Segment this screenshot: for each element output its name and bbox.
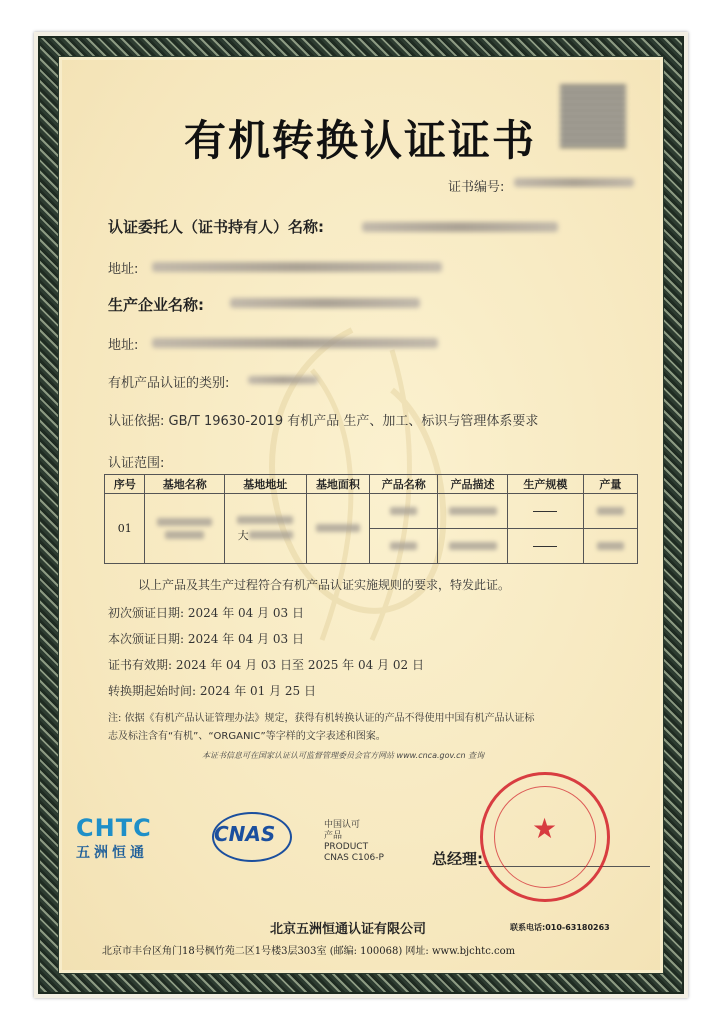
product-desc-cell bbox=[438, 494, 508, 529]
redacted-text bbox=[237, 516, 293, 524]
validity-period: 证书有效期: 2024 年 04 月 03 日至 2025 年 04 月 02 日 bbox=[108, 658, 424, 672]
scope-table bbox=[104, 474, 638, 564]
general-manager-label: 总经理: bbox=[432, 850, 483, 868]
table-row bbox=[105, 494, 638, 529]
redacted-text bbox=[449, 507, 497, 515]
redacted-text bbox=[390, 542, 417, 550]
verification-note: 本证书信息可在国家认证认可监督管理委员会官方网站 www.cnca.gov.cn 查询 bbox=[202, 751, 485, 760]
table-header-row bbox=[105, 475, 638, 494]
base-area-cell bbox=[306, 494, 370, 564]
table-header: 产品名称 bbox=[370, 475, 438, 494]
product-name-cell bbox=[370, 494, 438, 529]
base-name-cell bbox=[145, 494, 225, 564]
first-issue-date: 初次颁证日期: 2024 年 04 月 03 日 bbox=[108, 606, 305, 620]
row-number: 01 bbox=[105, 494, 145, 564]
company-address: 北京市丰台区角门18号枫竹苑二区1号楼3层303室 (邮编: 100068) 网址: www.bjchtc.com bbox=[102, 946, 516, 957]
certificate-title: 有机转换认证证书 bbox=[184, 116, 537, 165]
accreditation-line: CNAS C106-P bbox=[324, 853, 384, 863]
certificate bbox=[62, 60, 660, 970]
chtc-logo-text: CHTC bbox=[76, 814, 152, 842]
category-label: 有机产品认证的类别: bbox=[108, 376, 230, 391]
producer-name-redacted bbox=[230, 298, 420, 308]
redacted-text bbox=[597, 542, 624, 550]
accreditation-mark bbox=[324, 820, 384, 864]
note-line-2: 志及标注含有“有机”、“ORGANIC”等字样的文字表述和图案。 bbox=[108, 731, 386, 742]
table-header: 基地名称 bbox=[145, 475, 225, 494]
cert-number-label: 证书编号: bbox=[448, 180, 505, 195]
accreditation-line: 产品 bbox=[324, 831, 343, 841]
redacted-text bbox=[165, 531, 204, 539]
product-desc-cell bbox=[438, 529, 508, 564]
chtc-logo bbox=[76, 814, 152, 862]
table-header: 序号 bbox=[105, 475, 145, 494]
dash-mark bbox=[533, 546, 557, 547]
note-line-1: 注: 依据《有机产品认证管理办法》规定，获得有机转换认证的产品不得使用中国有机产品认证标 bbox=[108, 713, 535, 724]
chtc-logo-chinese: 五洲恒通 bbox=[76, 845, 148, 861]
table-header: 基地面积 bbox=[306, 475, 370, 494]
conversion-start-date: 转换期起始时间: 2024 年 01 月 25 日 bbox=[108, 684, 317, 698]
table-header: 生产规模 bbox=[507, 475, 583, 494]
holder-address-label: 地址: bbox=[108, 262, 139, 277]
cert-number-redacted bbox=[514, 178, 634, 187]
table-header: 产品描述 bbox=[438, 475, 508, 494]
redacted-text bbox=[157, 518, 212, 526]
certification-basis: 认证依据: GB/T 19630-2019 有机产品 生产、加工、标识与管理体系要求 bbox=[108, 414, 539, 429]
base-address-cell bbox=[225, 494, 307, 564]
cnas-logo-text: CNAS bbox=[214, 822, 276, 846]
redacted-text bbox=[249, 531, 293, 539]
accreditation-line: PRODUCT bbox=[324, 842, 369, 852]
holder-name-redacted bbox=[362, 222, 558, 232]
redacted-text bbox=[316, 524, 360, 532]
product-name-cell bbox=[370, 529, 438, 564]
compliance-statement: 以上产品及其生产过程符合有机产品认证实施规则的要求，特发此证。 bbox=[138, 578, 511, 592]
redacted-text bbox=[597, 507, 624, 515]
redacted-text bbox=[390, 507, 417, 515]
dash-mark bbox=[533, 511, 557, 512]
company-name: 北京五洲恒通认证有限公司 bbox=[270, 922, 427, 937]
redacted-text bbox=[449, 542, 497, 550]
yield-cell bbox=[583, 494, 637, 529]
holder-name-label: 认证委托人（证书持有人）名称: bbox=[108, 218, 325, 236]
producer-name-label: 生产企业名称: bbox=[108, 296, 204, 314]
table-header: 产量 bbox=[583, 475, 637, 494]
accreditation-line: 中国认可 bbox=[324, 820, 361, 830]
current-issue-date: 本次颁证日期: 2024 年 04 月 03 日 bbox=[108, 632, 305, 646]
scale-cell bbox=[507, 494, 583, 529]
scale-cell bbox=[507, 529, 583, 564]
scope-label: 认证范围: bbox=[108, 456, 165, 471]
seal-star-icon: ★ bbox=[532, 812, 558, 845]
producer-address-label: 地址: bbox=[108, 338, 139, 353]
yield-cell bbox=[583, 529, 637, 564]
partial-address: 大 bbox=[237, 529, 249, 542]
qr-code bbox=[560, 84, 626, 148]
category-redacted bbox=[248, 376, 318, 384]
contact-phone: 联系电话:010-63180263 bbox=[510, 923, 610, 932]
table-header: 基地地址 bbox=[225, 475, 307, 494]
holder-address-redacted bbox=[152, 262, 442, 272]
producer-address-redacted bbox=[152, 338, 438, 348]
